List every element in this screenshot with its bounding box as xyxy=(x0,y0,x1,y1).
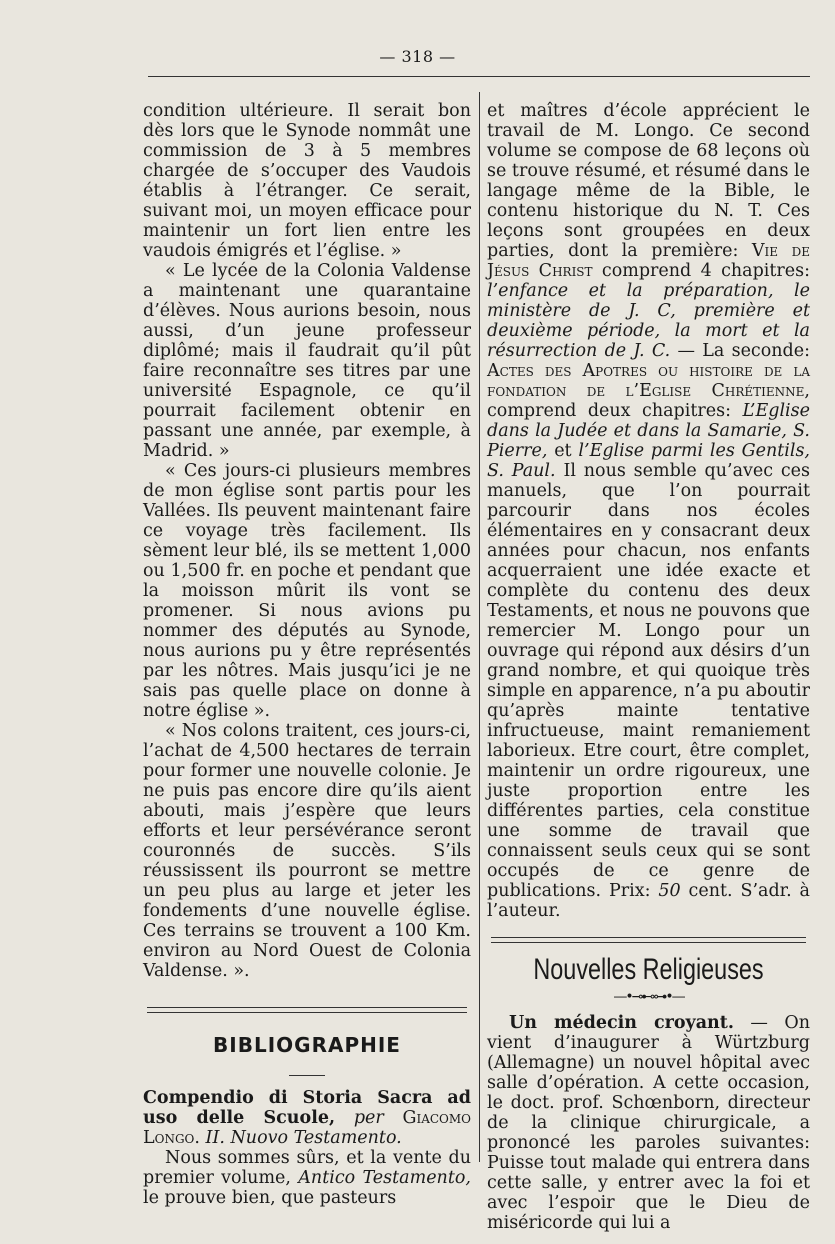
book-subtitle: II. Nuovo Testamento. xyxy=(205,1128,402,1148)
column-divider xyxy=(479,92,480,1162)
book-author: Giacomo Longo. xyxy=(143,1108,471,1148)
news-heading: Nouvelles Religieuses xyxy=(533,953,764,986)
paragraph: « Nos colons traitent, ces jours-ci, l’achat de 4,500 hectares de terrain pour former une nouvelle colonie. Je ne puis pas encore dire qu’ils aient abouti, mais j’espère que leurs efforts et leur persévérance seront couronnés de succès. S’ils réussissent ils pourront se mettre un peu plus au large et jeter les fondements d’une nouvelle église. Ces terrains se trouvent a 100 Km. environ au Nord Ouest de Colonia Valdense. ». xyxy=(143,721,471,981)
book-entry xyxy=(143,1088,471,1148)
paragraph: Un médecin croyant. — On vient d’inaugurer à Würtzburg (Allemagne) un nouvel hôpital avec salle d’opération. A cette occasion, le doct. prof. Schœnborn, directeur de la clinique chirurgicale, a prononcé les paroles suivantes: Puisse tout malade qui entrera dans cette salle, y entrer avec la foi et avec l’espoir que le Dieu de miséricorde qui lui a xyxy=(487,1013,810,1233)
bibliography-heading: BIBLIOGRAPHIE xyxy=(213,1033,401,1057)
header-rule xyxy=(148,76,810,77)
paragraph: « Le lycée de la Colonia Valdense a maintenant une quarantaine d’élèves. Nous aurions besoin, nous aussi, d’un jeune professeur diplômé; mais il faudrait qu’il pût faire reconnaître ses titres par une université Espagnole, ce qu’il pourrait facilement obtenir en passant une année, par exemple, à Madrid. » xyxy=(143,261,471,461)
right-column xyxy=(487,101,810,1233)
paragraph: « Ces jours-ci plusieurs membres de mon église sont partis pour les Vallées. Ils peuvent maintenant faire ce voyage très facilement. Ils sèment leur blé, ils se mettent 1,000 ou 1,500 fr. en poche et pendant que la moisson mûrit ils vont se promener. Si nous avions pu nommer des députés au Synode, nous aurions pu y être représentés par les nôtres. Mais jusqu’ici je ne sais pas quelle place on donne à notre église ». xyxy=(143,461,471,721)
paragraph: et maîtres d’école apprécient le travail de M. Longo. Ce second volume se compose de 68 leçons où se trouve résumé, et résumé dans le langage même de la Bible, le contenu historique du N. T. Ces leçons sont groupées en deux parties, dont la première: Vie de Jésus Christ comprend 4 chapitres: l’enfance et la préparation, le ministère de J. C, première et deuxième période, la mort et la résurrection de J. C. — La seconde: Actes des Apotres ou histoire de la fondation de l’Eglise Chrétienne, comprend deux chapitres: L’Eglise dans la Judée et dans la Samarie, S. Pierre, et l’Eglise parmi les Gentils, S. Paul. Il nous semble qu’avec ces manuels, que l’on pourrait parcourir dans nos écoles élémentaires en y consacrant deux années pour chacun, nos enfants acquerraient une idée exacte et complète du contenu des deux Testaments, et nous ne pouvons que remercier M. Longo pour un ouvrage qui répond aux désirs d’un grand nombre, et qui quoique très simple en apparence, n’a pu aboutir qu’après mainte tentative infructueuse, maint remaniement laborieux. Etre court, être complet, maintenir un ordre rigoureux, une juste proportion entre les différentes parties, cela constitue une somme de travail que connaissent seuls ceux qui se sont occupés de ce genre de publications. Prix: 50 cent. S’adr. à l’auteur. xyxy=(487,101,811,921)
ornament-divider: —•⊸⊷⊶•— xyxy=(613,989,684,1005)
page-number: — 318 — xyxy=(379,47,456,66)
book-per: per xyxy=(353,1108,384,1128)
left-column xyxy=(143,101,471,1208)
news-lead: Un médecin croyant. xyxy=(509,1013,734,1033)
paragraph: condition ultérieure. Il serait bon dès lors que le Synode nommât une commission de 3 à 5 membres chargée de s’occuper des Vaudois établis à l’étranger. Ce serait, suivant moi, un moyen efficace pour maintenir un fort lien entre les vaudois émigrés et l’église. » xyxy=(143,101,471,261)
paragraph: Nous sommes sûrs, et la vente du premier volume, Antico Testamento, le prouve bien, que pasteurs xyxy=(143,1148,471,1208)
book-title: Compendio di Storia Sacra ad uso delle Scuole, xyxy=(143,1088,471,1128)
